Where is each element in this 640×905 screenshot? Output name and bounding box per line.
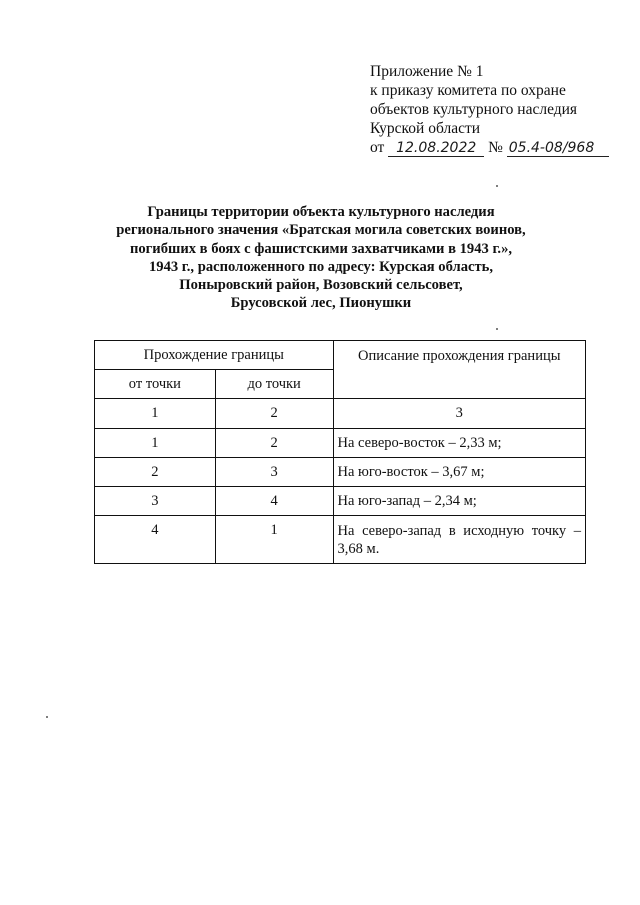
header-to-cell: до точки: [215, 370, 333, 399]
to-point-cell: 1: [215, 516, 333, 564]
header-from-cell: от точки: [95, 370, 216, 399]
scan-speck: [496, 328, 498, 330]
table-row: [95, 429, 586, 458]
numbering-cell: 3: [333, 399, 585, 429]
description-cell: На юго-запад – 2,34 м;: [333, 487, 585, 516]
table-row: [95, 516, 586, 564]
description-cell: На северо-запад в исходную точку – 3,68 м.: [333, 516, 585, 564]
appendix-committee-line: объектов культурного наследия: [370, 101, 578, 118]
document-title: [90, 203, 552, 313]
handwritten-date: 12.08.2022: [388, 141, 484, 157]
header-description-cell: Описание прохождения границы: [333, 341, 585, 399]
title-line: 1943 г., расположенного по адресу: Курская область,: [148, 258, 494, 275]
from-point-cell: 3: [95, 487, 216, 516]
from-point-cell: 2: [95, 458, 216, 487]
appendix-title: Приложение № 1: [370, 63, 484, 80]
title-line: регионального значения «Братская могила советских воинов,: [116, 222, 526, 239]
appendix-block: [370, 62, 609, 157]
title-line: Поныровский район, Возовский сельсовет,: [179, 277, 463, 294]
appendix-order-line: к приказу комитета по охране: [370, 82, 566, 99]
numbering-cell: 2: [215, 399, 333, 429]
boundary-table: [94, 340, 586, 564]
numbering-cell: 1: [95, 399, 216, 429]
description-cell: На северо-восток – 2,33 м;: [333, 429, 585, 458]
appendix-date-number-line: [370, 138, 609, 157]
header-group-cell: Прохождение границы: [95, 341, 334, 370]
number-prefix: №: [488, 139, 503, 156]
table-row: [95, 487, 586, 516]
handwritten-number: 05.4-08/968: [508, 140, 595, 156]
table-numbering-row: [95, 399, 586, 429]
title-line: погибших в боях с фашистскими захватчиками в 1943 г.»,: [129, 240, 513, 257]
to-point-cell: 3: [215, 458, 333, 487]
scan-speck: [496, 185, 498, 187]
title-line: Брусовской лес, Пионушки: [230, 295, 412, 312]
to-point-cell: 2: [215, 429, 333, 458]
to-point-cell: 4: [215, 487, 333, 516]
appendix-region-line: Курской области: [370, 120, 481, 137]
from-point-cell: 1: [95, 429, 216, 458]
number-underline: [507, 140, 609, 157]
title-line: Границы территории объекта культурного наследия: [147, 204, 495, 220]
date-prefix: от: [370, 139, 385, 156]
scan-speck: [46, 716, 48, 718]
description-cell: На юго-восток – 3,67 м;: [333, 458, 585, 487]
table-row: [95, 458, 586, 487]
from-point-cell: 4: [95, 516, 216, 564]
table-header-row: [95, 341, 586, 370]
